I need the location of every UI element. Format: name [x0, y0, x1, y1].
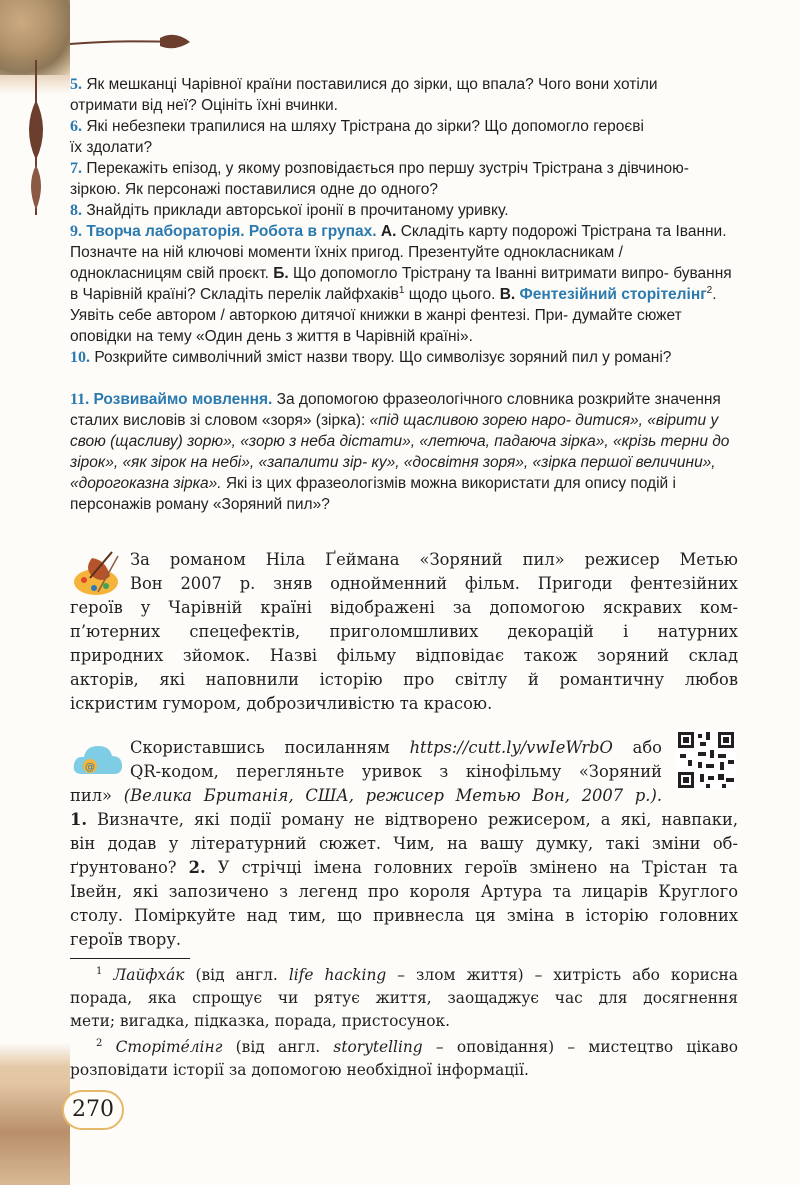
- film-link[interactable]: https://cutt.ly/vwIeWrbO: [409, 738, 613, 757]
- web-task-body: 1. Визначте, які події роману не відтворено режисером, а які, навпаки, він додав у літературний сюжет. Чим, на вашу думку, такі зміни об- ґрунтовано? 2. У стрічці імена головних героїв змінено на Трістан та Івейн, які запозичено з легенд про короля Артура та лицарів Круглого столу. Поміркуйте над тим, що привнесла ця зміна в історію головних героїв твору.: [70, 810, 739, 949]
- question-number: 5.: [70, 76, 82, 93]
- question-number: 10.: [70, 349, 90, 366]
- question-7: 7. Перекажіть епізод, у якому розповідається про першу зустріч Трістрана з дівчиною-зіркою. Як персонажі поставилися одне до одного?: [70, 160, 689, 198]
- art-palette-violin-icon: [72, 548, 124, 598]
- footnote-divider: [70, 958, 190, 959]
- question-number: 6.: [70, 118, 82, 135]
- question-5: 5. Як мешканці Чарівної країни поставилися до зірки, що впала? Чого вони хотіли отримати від неї? Оцініть їхні вчинки.: [70, 76, 658, 114]
- film-note-lead: За романом Ніла Ґеймана «Зоряний пил» режисер Метью Вон 2007 р. зняв однойменний фільм. Пригоди фентезійних: [130, 550, 738, 593]
- web-task-lead: Скориставшись посиланням https://cutt.ly/vwIeWrbO або QR-кодом, перегляньте уривок з кінофільму «Зоряний: [130, 738, 662, 781]
- svg-text:@: @: [85, 762, 95, 773]
- question-8: 8. Знайдіть приклади авторської іронії в прочитаному уривку.: [70, 202, 509, 219]
- footnote-1: $^1$ Лайфха́к (від англ. life hacking – злом життя) – хитрість або корисна порада, яка спрощує чи рятує життя, заощаджує час для досягнення мети; вигадка, підказка, порада, пристосунок.: [70, 965, 738, 1030]
- bottom-corner-illustration: [0, 1080, 70, 1185]
- web-task-line3: пил» (Велика Британія, США, режисер Метью Вон, 2007 р.).: [70, 786, 662, 805]
- question-10: 10. Розкрийте символічний зміст назви твору. Що символізує зоряний пил у романі?: [70, 349, 672, 366]
- question-number: 11.: [70, 391, 90, 408]
- film-note-body: героїв у Чарівній країні відображені за допомогою яскравих ком- п’ютерних спецефектів, приголомшливих декорацій і натурних природних зйомок. Назві фільму відповідає також зоряний склад акторів, які наповнили історію про світлу й романтичну любов іскристим гумором, доброзичливістю та красою.: [70, 598, 738, 713]
- qr-code-icon: [676, 730, 736, 790]
- page-number: 270: [62, 1090, 124, 1130]
- cloud-web-icon: [72, 738, 124, 782]
- question-number: 7.: [70, 160, 82, 177]
- question-11: 11. Розвиваймо мовлення. За допомогою фразеологічного словника розкрийте значення сталих висловів зі словом «зоря» (зірка): «під щасливою зорею наро- дитися», «вірити у свою (щасливу) зорю», «зорю з неба дістати», «летюча, падаюча зірка», «крізь терни до зірок», «як зірок на небі», «запалити зір- ку», «досвітня зоря», «зірка першої величини», «дорогоказна зірка». Які із цих фразеологізмів можна використати для опису подій і персонажів роману «Зоряний пил»?: [70, 391, 730, 513]
- footnote-2: $^2$ Сторіте́лінг (від англ. storytelling – оповідання) – мистецтво цікаво розповідати історії за допомогою необхідної інформації.: [70, 1037, 738, 1079]
- question-number: 9.: [70, 223, 82, 240]
- question-6: 6. Які небезпеки трапилися на шляху Трістрана до зірки? Що допомогло героєві їх здолати?: [70, 118, 644, 156]
- question-number: 8.: [70, 202, 82, 219]
- task-title: Творча лабораторія. Робота в групах.: [86, 223, 377, 240]
- task-title: Розвиваймо мовлення.: [93, 391, 273, 408]
- question-9: 9. Творча лабораторія. Робота в групах. А. Складіть карту подорожі Трістрана та Іванни. Позначте на ній ключові моменти їхніх пригод. Презентуйте однокласникам / однокласницям свій проєкт. Б. Що допомогло Трістрану та Іванні витримати випро- бування в Чарівній країні? Складіть перелік лайфхаків$^1$ щодо цього. В. Фентезійний сторітелінг$^2$. Уявіть себе автором / авторкою дитячої книжки в жанрі фентезі. При- думайте сюжет оповідки на тему «Один день з життя в Чарівній країні».: [70, 223, 732, 345]
